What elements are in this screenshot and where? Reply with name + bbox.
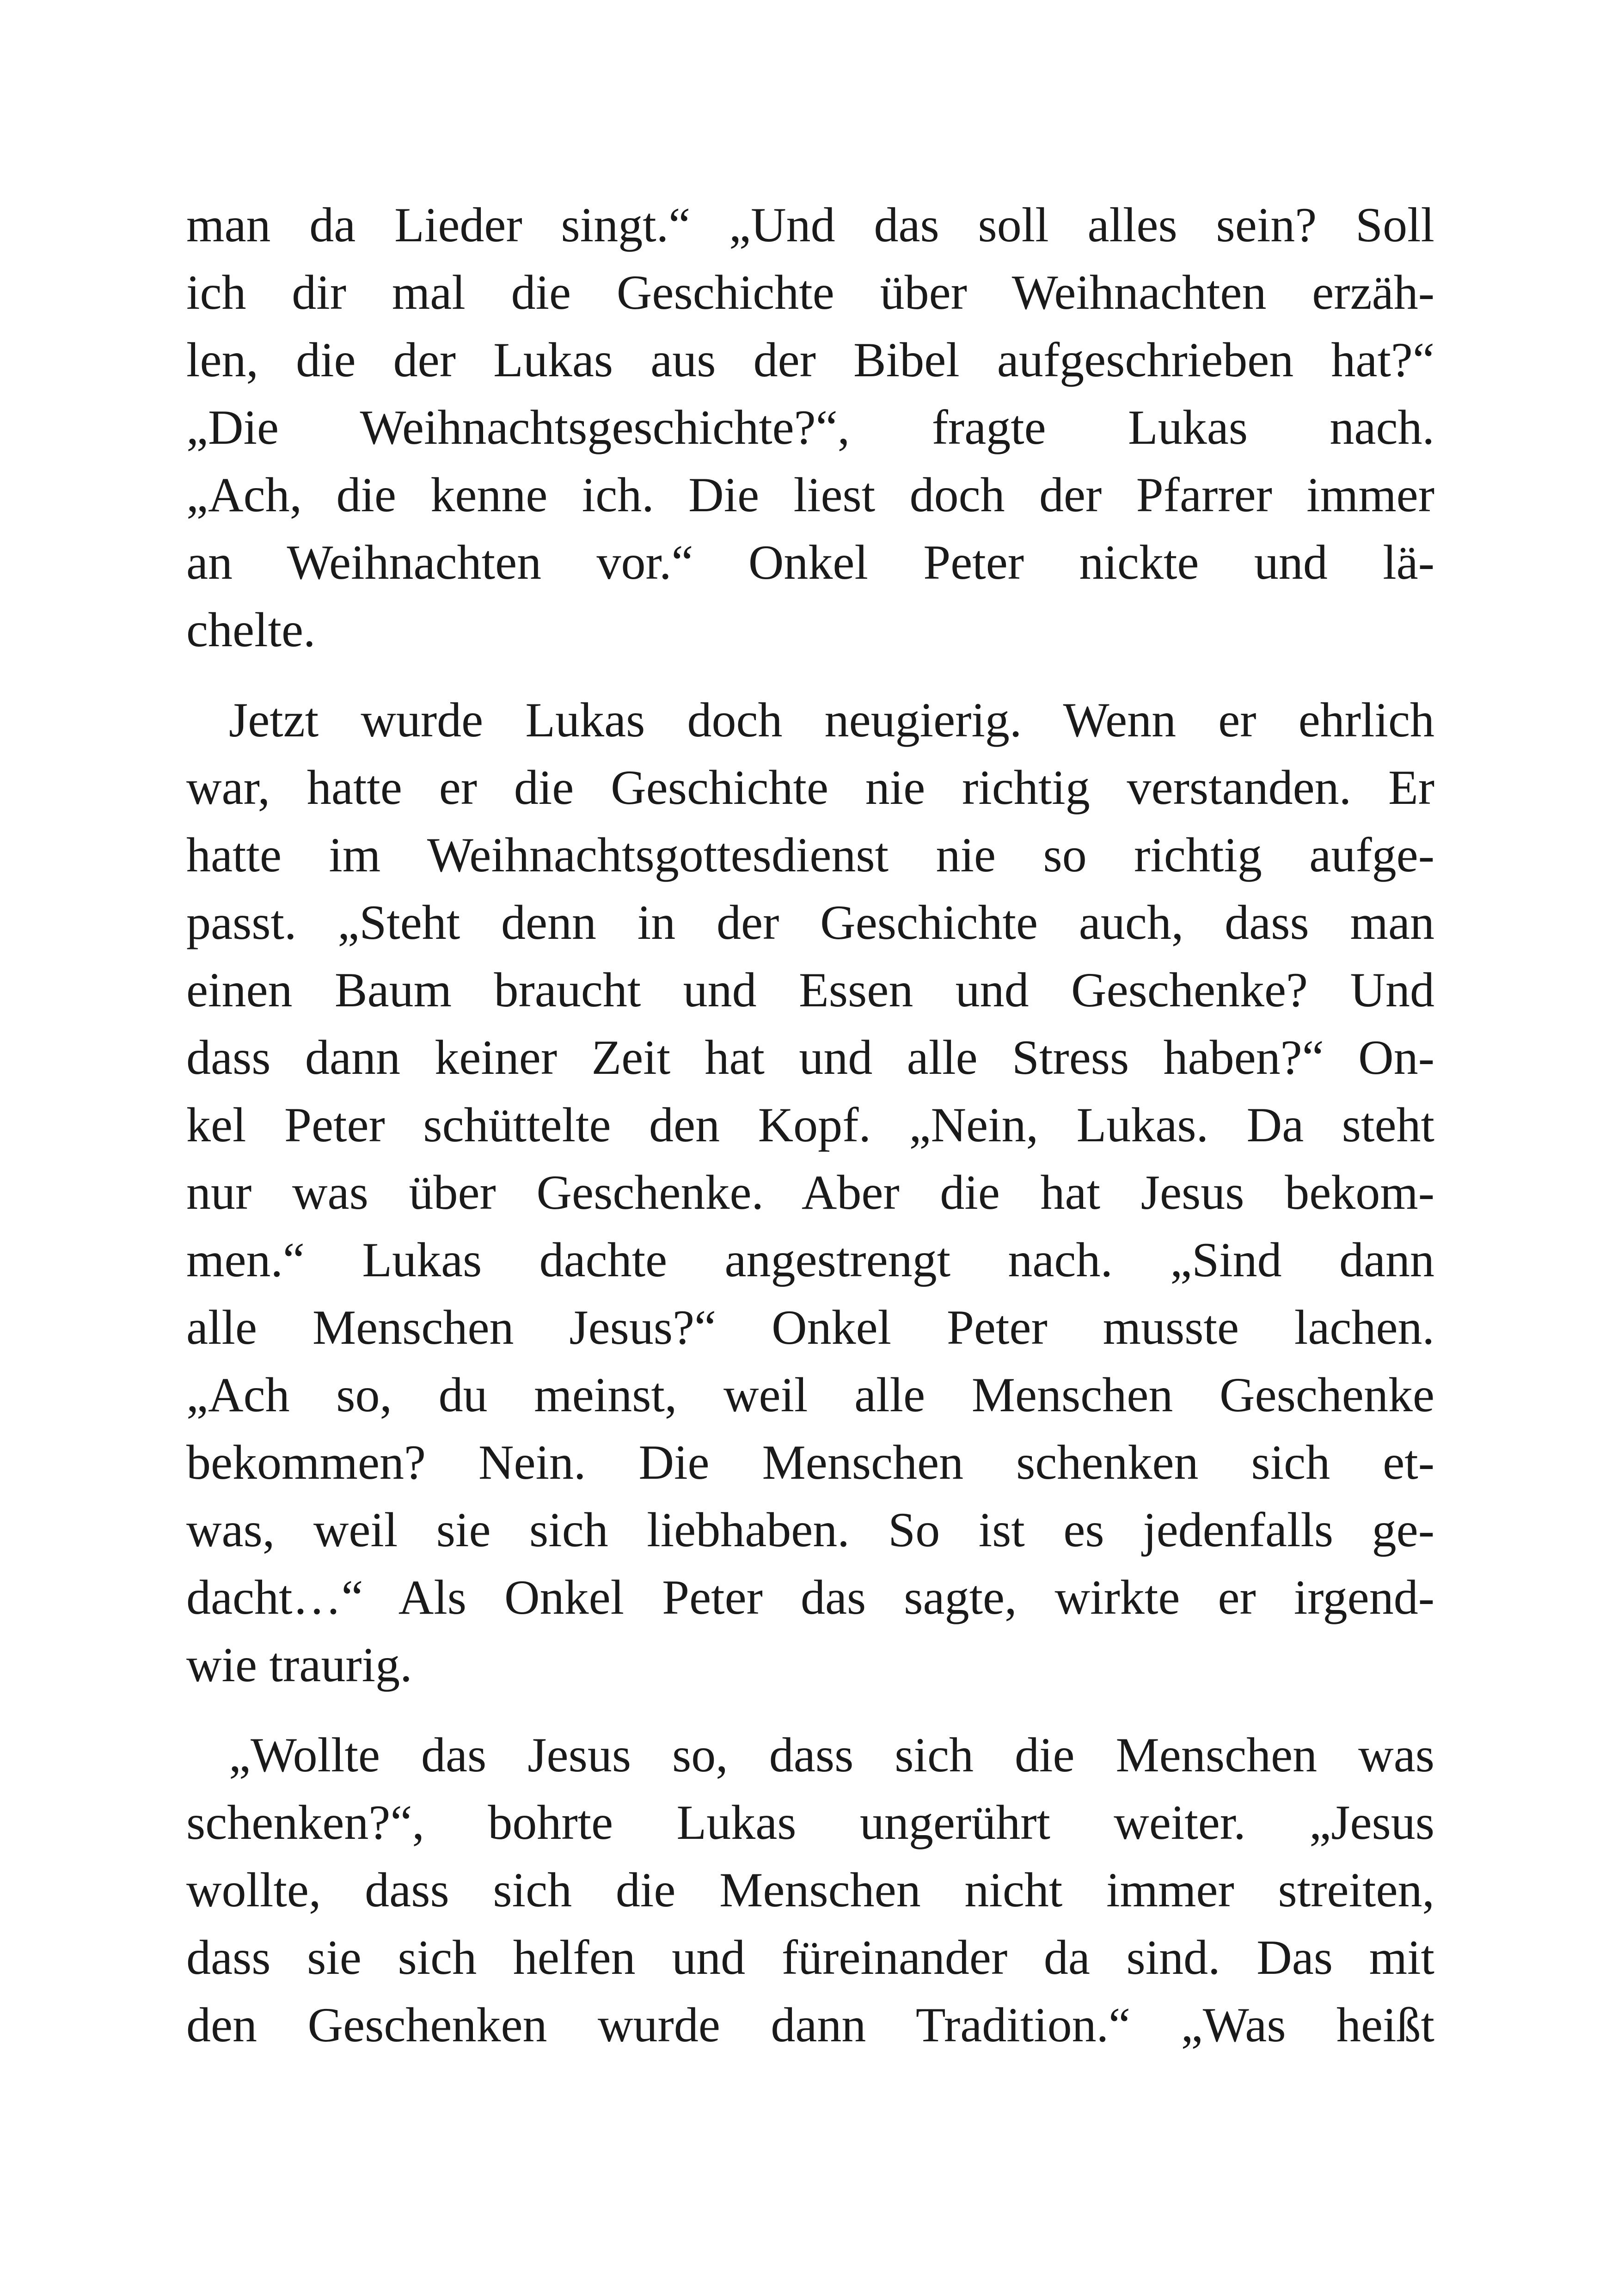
text-line: bekommen? Nein. Die Menschen schenken sich et- — [186, 1435, 1434, 1489]
text-line: nur was über Geschenke. Aber die hat Jesus bekom- — [186, 1165, 1434, 1219]
text-line: „Ach, die kenne ich. Die liest doch der Pfarrer immer — [186, 468, 1434, 522]
text-line: war, hatte er die Geschichte nie richtig verstanden. Er — [186, 760, 1434, 814]
text-line: passt. „Steht denn in der Geschichte auch, dass man — [186, 895, 1434, 949]
paragraph-spacer — [186, 664, 1434, 686]
paragraph-spacer — [186, 1699, 1434, 1721]
text-line: dass sie sich helfen und füreinander da sind. Das mit — [186, 1930, 1434, 1984]
paragraph-1 — [186, 191, 1434, 664]
body-text — [186, 191, 1434, 2059]
text-line: „Ach so, du meinst, weil alle Menschen Geschenke — [186, 1368, 1434, 1422]
text-line: len, die der Lukas aus der Bibel aufgeschrieben hat?“ — [186, 333, 1434, 387]
text-line: alle Menschen Jesus?“ Onkel Peter musste lachen. — [186, 1300, 1434, 1354]
text-line: „Die Weihnachtsgeschichte?“, fragte Lukas nach. — [186, 400, 1434, 454]
text-line: ich dir mal die Geschichte über Weihnachten erzäh- — [186, 265, 1434, 319]
text-line: einen Baum braucht und Essen und Geschenke? Und — [186, 963, 1434, 1017]
text-line: den Geschenken wurde dann Tradition.“ „Was heißt — [186, 1998, 1434, 2052]
text-line: „Wollte das Jesus so, dass sich die Menschen was — [229, 1728, 1434, 1782]
text-line: wollte, dass sich die Menschen nicht immer streiten, — [186, 1863, 1434, 1917]
paragraph-2 — [186, 686, 1434, 1699]
text-line: an Weihnachten vor.“ Onkel Peter nickte und lä- — [186, 535, 1434, 589]
text-line: dacht…“ Als Onkel Peter das sagte, wirkte er irgend- — [186, 1570, 1434, 1624]
text-line: Jetzt wurde Lukas doch neugierig. Wenn er ehrlich — [229, 693, 1434, 747]
text-line: schenken?“, bohrte Lukas ungerührt weiter. „Jesus — [186, 1795, 1434, 1849]
text-line: wie traurig. — [186, 1638, 412, 1692]
text-line: chelte. — [186, 603, 316, 657]
text-line: man da Lieder singt.“ „Und das soll alles sein? Soll — [186, 198, 1434, 252]
text-line: men.“ Lukas dachte angestrengt nach. „Sind dann — [186, 1233, 1434, 1287]
paragraph-3 — [186, 1721, 1434, 2059]
text-line: hatte im Weihnachtsgottesdienst nie so richtig aufge- — [186, 828, 1434, 882]
text-line: was, weil sie sich liebhaben. So ist es jedenfalls ge- — [186, 1503, 1434, 1557]
text-line: kel Peter schüttelte den Kopf. „Nein, Lukas. Da steht — [186, 1098, 1434, 1152]
text-line: dass dann keiner Zeit hat und alle Stress haben?“ On- — [186, 1030, 1434, 1084]
